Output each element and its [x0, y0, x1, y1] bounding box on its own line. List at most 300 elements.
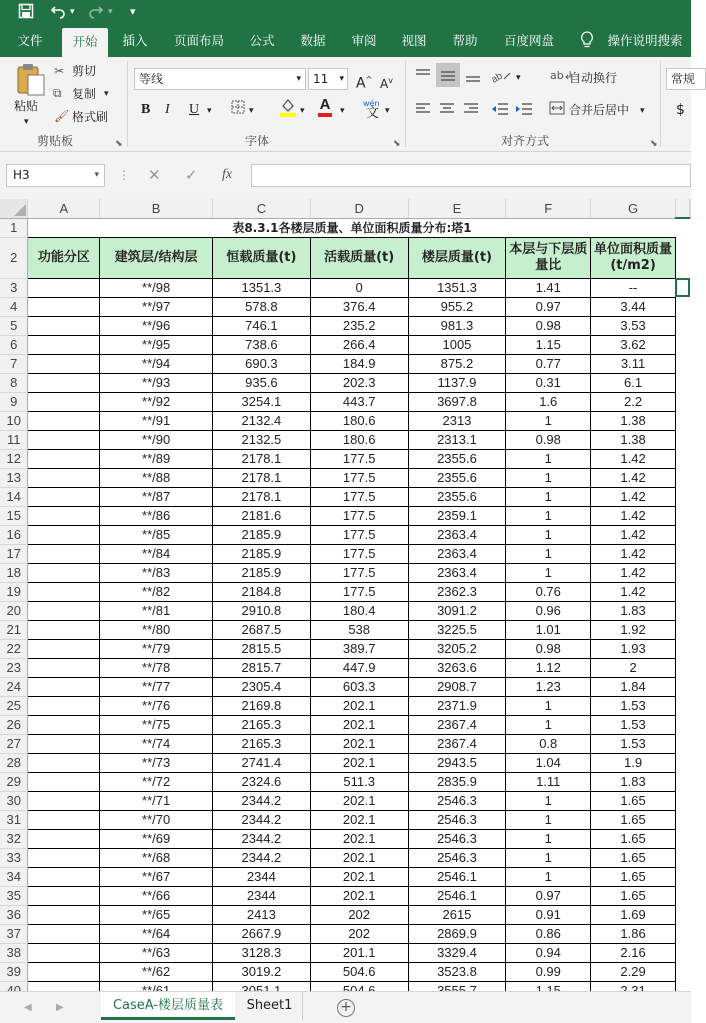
row-header[interactable]: 24	[0, 677, 28, 696]
row-header[interactable]: 22	[0, 639, 28, 658]
table-cell[interactable]: 738.6	[212, 335, 310, 354]
table-cell[interactable]: 2359.1	[408, 506, 506, 525]
empty-cell[interactable]	[675, 772, 689, 791]
row-header[interactable]: 32	[0, 829, 28, 848]
redo-dropdown-icon[interactable]: ▾	[108, 7, 113, 17]
column-header-cell[interactable]: 功能分区	[28, 237, 100, 278]
underline-dropdown-icon[interactable]: ▾	[207, 106, 212, 116]
wrap-text-button[interactable]: 自动换行	[569, 71, 618, 85]
fill-color-dropdown-icon[interactable]: ▾	[300, 106, 305, 116]
table-cell[interactable]: 3.62	[591, 335, 676, 354]
table-cell[interactable]: 3225.5	[408, 620, 506, 639]
tab-review[interactable]: 审阅	[351, 33, 377, 48]
row-header[interactable]: 39	[0, 962, 28, 981]
tab-home[interactable]: 开始	[62, 28, 108, 57]
table-cell[interactable]: 2184.8	[212, 582, 310, 601]
table-cell[interactable]: 1	[506, 487, 591, 506]
table-cell[interactable]: **/70	[100, 810, 213, 829]
empty-cell[interactable]	[675, 237, 689, 278]
table-cell[interactable]	[28, 810, 100, 829]
empty-cell[interactable]	[675, 563, 689, 582]
table-cell[interactable]: 2185.9	[212, 563, 310, 582]
copy-dropdown-icon[interactable]: ▾	[104, 89, 109, 99]
table-cell[interactable]: 1.01	[506, 620, 591, 639]
table-cell[interactable]: 1.42	[591, 525, 676, 544]
table-cell[interactable]: 2667.9	[212, 924, 310, 943]
column-header-a[interactable]: A	[28, 199, 100, 218]
table-cell[interactable]: 3.11	[591, 354, 676, 373]
table-cell[interactable]	[28, 487, 100, 506]
table-cell[interactable]: 2355.6	[408, 449, 506, 468]
table-cell[interactable]: 202.1	[310, 715, 408, 734]
table-cell[interactable]: 511.3	[310, 772, 408, 791]
table-cell[interactable]: 504.6	[310, 962, 408, 981]
redo-icon[interactable]	[88, 3, 104, 24]
add-sheet-button[interactable]: +	[334, 992, 358, 1020]
orientation-dropdown-icon[interactable]: ▾	[516, 73, 521, 83]
table-cell[interactable]: **/81	[100, 601, 213, 620]
empty-cell[interactable]	[675, 582, 689, 601]
table-cell[interactable]: 2313.1	[408, 430, 506, 449]
table-cell[interactable]: 3128.3	[212, 943, 310, 962]
empty-cell[interactable]	[675, 810, 689, 829]
undo-dropdown-icon[interactable]: ▾	[70, 7, 75, 17]
table-cell[interactable]: 177.5	[310, 449, 408, 468]
formula-input[interactable]	[251, 164, 691, 187]
decrease-indent-icon[interactable]	[490, 101, 510, 120]
column-header-d[interactable]: D	[310, 199, 408, 218]
table-cell[interactable]: 2367.4	[408, 734, 506, 753]
table-cell[interactable]: **/79	[100, 639, 213, 658]
cut-button[interactable]: 剪切	[72, 64, 97, 78]
table-cell[interactable]: 1.69	[591, 905, 676, 924]
table-cell[interactable]: 1.53	[591, 696, 676, 715]
table-cell[interactable]	[28, 943, 100, 962]
table-cell[interactable]: 1.42	[591, 563, 676, 582]
row-header[interactable]: 2	[0, 237, 28, 278]
empty-cell[interactable]	[675, 335, 689, 354]
column-header-f[interactable]: F	[506, 199, 591, 218]
table-cell[interactable]: **/68	[100, 848, 213, 867]
table-cell[interactable]	[28, 411, 100, 430]
table-cell[interactable]: 2943.5	[408, 753, 506, 772]
table-cell[interactable]: 1.65	[591, 810, 676, 829]
table-cell[interactable]: 935.6	[212, 373, 310, 392]
table-cell[interactable]: **/93	[100, 373, 213, 392]
table-cell[interactable]: 2741.4	[212, 753, 310, 772]
column-header-c[interactable]: C	[212, 199, 310, 218]
table-cell[interactable]: 1	[506, 867, 591, 886]
select-all-corner[interactable]	[0, 199, 28, 218]
table-cell[interactable]	[28, 658, 100, 677]
table-cell[interactable]: 1.83	[591, 772, 676, 791]
table-cell[interactable]	[28, 525, 100, 544]
table-cell[interactable]: 1	[506, 829, 591, 848]
enter-icon[interactable]: ✓	[185, 166, 198, 184]
column-header-cell[interactable]: 建筑层/结构层	[100, 237, 213, 278]
grow-font-button[interactable]: A^	[356, 75, 373, 92]
bold-button[interactable]: B	[141, 102, 151, 117]
table-cell[interactable]	[28, 316, 100, 335]
row-header[interactable]: 9	[0, 392, 28, 411]
table-cell[interactable]	[28, 335, 100, 354]
fill-color-icon[interactable]	[279, 97, 297, 122]
table-cell[interactable]: **/74	[100, 734, 213, 753]
table-cell[interactable]: 1.65	[591, 829, 676, 848]
table-cell[interactable]: 1.65	[591, 867, 676, 886]
table-cell[interactable]: 1.65	[591, 886, 676, 905]
table-cell[interactable]: **/86	[100, 506, 213, 525]
table-cell[interactable]: 177.5	[310, 563, 408, 582]
table-cell[interactable]: 1.42	[591, 582, 676, 601]
table-cell[interactable]: **/92	[100, 392, 213, 411]
column-header-b[interactable]: B	[100, 199, 213, 218]
column-header-h[interactable]	[675, 199, 689, 218]
table-cell[interactable]: **/97	[100, 297, 213, 316]
table-cell[interactable]: **/72	[100, 772, 213, 791]
table-cell[interactable]: 2362.3	[408, 582, 506, 601]
table-cell[interactable]	[28, 278, 100, 297]
table-cell[interactable]: 2413	[212, 905, 310, 924]
empty-cell[interactable]	[675, 297, 689, 316]
empty-cell[interactable]	[675, 867, 689, 886]
table-cell[interactable]: 3263.6	[408, 658, 506, 677]
table-cell[interactable]: 389.7	[310, 639, 408, 658]
table-cell[interactable]	[28, 772, 100, 791]
table-cell[interactable]: 177.5	[310, 468, 408, 487]
table-cell[interactable]: 2344	[212, 886, 310, 905]
table-cell[interactable]: 2363.4	[408, 544, 506, 563]
table-cell[interactable]: **/85	[100, 525, 213, 544]
table-cell[interactable]: 202.1	[310, 886, 408, 905]
table-cell[interactable]: 3.53	[591, 316, 676, 335]
row-header[interactable]: 38	[0, 943, 28, 962]
table-cell[interactable]	[28, 563, 100, 582]
undo-icon[interactable]	[50, 3, 66, 24]
tell-me-search[interactable]: 操作说明搜索	[607, 33, 683, 48]
row-header[interactable]: 16	[0, 525, 28, 544]
table-cell[interactable]: **/89	[100, 449, 213, 468]
table-cell[interactable]: 0.91	[506, 905, 591, 924]
shrink-font-button[interactable]: $A^v$	[380, 76, 393, 91]
table-cell[interactable]: 2367.4	[408, 715, 506, 734]
table-cell[interactable]: 1.41	[506, 278, 591, 297]
table-cell[interactable]: 2546.3	[408, 848, 506, 867]
table-cell[interactable]: 2344.2	[212, 848, 310, 867]
table-cell[interactable]: 1.53	[591, 715, 676, 734]
table-cell[interactable]: 2546.3	[408, 829, 506, 848]
row-header[interactable]: 30	[0, 791, 28, 810]
empty-cell[interactable]	[675, 753, 689, 772]
table-cell[interactable]: 177.5	[310, 525, 408, 544]
borders-dropdown-icon[interactable]: ▾	[249, 106, 254, 116]
table-cell[interactable]: 2181.6	[212, 506, 310, 525]
empty-cell[interactable]	[675, 791, 689, 810]
table-cell[interactable]: 2546.1	[408, 886, 506, 905]
table-cell[interactable]: 2815.5	[212, 639, 310, 658]
table-cell[interactable]: **/88	[100, 468, 213, 487]
empty-cell[interactable]	[675, 848, 689, 867]
table-cell[interactable]: **/66	[100, 886, 213, 905]
table-cell[interactable]: 2815.7	[212, 658, 310, 677]
cancel-icon[interactable]: ✕	[148, 166, 161, 184]
tab-insert[interactable]: 插入	[122, 33, 148, 48]
table-cell[interactable]: **/62	[100, 962, 213, 981]
table-cell[interactable]: 1	[506, 563, 591, 582]
table-cell[interactable]: 202.1	[310, 734, 408, 753]
table-cell[interactable]: 1.42	[591, 506, 676, 525]
row-header[interactable]: 8	[0, 373, 28, 392]
format-painter-button[interactable]: 格式刷	[72, 110, 109, 124]
table-cell[interactable]	[28, 297, 100, 316]
italic-button[interactable]: I	[165, 102, 170, 117]
paste-dropdown-icon[interactable]: ▾	[24, 117, 29, 127]
tab-baidu-netdisk[interactable]: 百度网盘	[503, 33, 554, 48]
table-cell[interactable]: 1.65	[591, 848, 676, 867]
empty-cell[interactable]	[675, 316, 689, 335]
table-cell[interactable]	[28, 354, 100, 373]
merge-center-button[interactable]: 合并后居中	[569, 103, 630, 117]
table-cell[interactable]: 1.84	[591, 677, 676, 696]
font-launcher-icon[interactable]: ⬊	[393, 139, 401, 149]
row-header[interactable]: 20	[0, 601, 28, 620]
font-color-icon[interactable]: A	[318, 97, 332, 117]
table-cell[interactable]	[28, 582, 100, 601]
table-cell[interactable]: 2615	[408, 905, 506, 924]
table-cell[interactable]	[28, 677, 100, 696]
empty-cell[interactable]	[675, 392, 689, 411]
phonetic-guide-button[interactable]: wén	[363, 99, 380, 108]
table-cell[interactable]: 180.4	[310, 601, 408, 620]
table-cell[interactable]: **/78	[100, 658, 213, 677]
table-cell[interactable]	[28, 962, 100, 981]
table-cell[interactable]: **/76	[100, 696, 213, 715]
align-top-icon[interactable]	[414, 67, 432, 86]
table-cell[interactable]: 0.99	[506, 962, 591, 981]
table-cell[interactable]	[28, 601, 100, 620]
table-cell[interactable]: 1.12	[506, 658, 591, 677]
column-header-cell[interactable]: 单位面积质量(t/m2)	[591, 237, 676, 278]
table-cell[interactable]: **/83	[100, 563, 213, 582]
table-cell[interactable]	[28, 715, 100, 734]
table-cell[interactable]: 2355.6	[408, 487, 506, 506]
table-cell[interactable]: 538	[310, 620, 408, 639]
row-header[interactable]: 23	[0, 658, 28, 677]
row-header[interactable]: 33	[0, 848, 28, 867]
table-cell[interactable]: 0.86	[506, 924, 591, 943]
table-cell[interactable]: 0.96	[506, 601, 591, 620]
table-cell[interactable]: 202.1	[310, 867, 408, 886]
table-cell[interactable]: **/69	[100, 829, 213, 848]
table-cell[interactable]: 0.31	[506, 373, 591, 392]
empty-cell[interactable]	[675, 962, 689, 981]
table-cell[interactable]	[28, 468, 100, 487]
table-cell[interactable]	[28, 924, 100, 943]
table-cell[interactable]: 2132.5	[212, 430, 310, 449]
table-cell[interactable]: 0.98	[506, 316, 591, 335]
column-header-cell[interactable]: 恒载质量(t)	[212, 237, 310, 278]
row-header[interactable]: 26	[0, 715, 28, 734]
table-cell[interactable]: 690.3	[212, 354, 310, 373]
table-cell[interactable]: 1.23	[506, 677, 591, 696]
empty-cell[interactable]	[675, 373, 689, 392]
table-cell[interactable]: **/73	[100, 753, 213, 772]
row-header[interactable]: 31	[0, 810, 28, 829]
table-cell[interactable]: 1351.3	[212, 278, 310, 297]
table-cell[interactable]: 1.83	[591, 601, 676, 620]
table-cell[interactable]: 1.9	[591, 753, 676, 772]
row-header[interactable]: 11	[0, 430, 28, 449]
table-cell[interactable]: 2165.3	[212, 715, 310, 734]
table-cell[interactable]: 0.98	[506, 639, 591, 658]
row-header[interactable]: 6	[0, 335, 28, 354]
table-cell[interactable]: 1	[506, 791, 591, 810]
table-cell[interactable]: 2344	[212, 867, 310, 886]
table-cell[interactable]: 0.8	[506, 734, 591, 753]
table-cell[interactable]: **/96	[100, 316, 213, 335]
row-header[interactable]: 15	[0, 506, 28, 525]
empty-cell[interactable]	[675, 601, 689, 620]
table-cell[interactable]	[28, 639, 100, 658]
table-cell[interactable]: 202.1	[310, 791, 408, 810]
table-cell[interactable]	[28, 544, 100, 563]
table-cell[interactable]: **/94	[100, 354, 213, 373]
table-cell[interactable]: 2363.4	[408, 563, 506, 582]
table-cell[interactable]: 875.2	[408, 354, 506, 373]
row-header[interactable]: 14	[0, 487, 28, 506]
column-header-g[interactable]: G	[591, 199, 676, 218]
table-cell[interactable]: 443.7	[310, 392, 408, 411]
table-cell[interactable]: **/91	[100, 411, 213, 430]
table-cell[interactable]: 2344.2	[212, 791, 310, 810]
row-header[interactable]: 12	[0, 449, 28, 468]
table-cell[interactable]: 0.76	[506, 582, 591, 601]
table-cell[interactable]: 1	[506, 468, 591, 487]
scroll-tabs-right-icon[interactable]: ▶	[56, 1002, 64, 1013]
table-cell[interactable]: **/64	[100, 924, 213, 943]
table-cell[interactable]: **/95	[100, 335, 213, 354]
empty-cell[interactable]	[675, 411, 689, 430]
table-cell[interactable]: 1	[506, 848, 591, 867]
table-cell[interactable]: 202	[310, 905, 408, 924]
table-cell[interactable]	[28, 905, 100, 924]
table-cell[interactable]: 2178.1	[212, 468, 310, 487]
row-header[interactable]: 25	[0, 696, 28, 715]
table-cell[interactable]: 2546.1	[408, 867, 506, 886]
table-cell[interactable]	[28, 696, 100, 715]
empty-cell[interactable]	[675, 544, 689, 563]
align-middle-icon[interactable]	[436, 63, 460, 87]
tab-data[interactable]: 数据	[300, 33, 326, 48]
table-cell[interactable]: 2305.4	[212, 677, 310, 696]
table-cell[interactable]: 2344.2	[212, 829, 310, 848]
table-cell[interactable]: 180.6	[310, 411, 408, 430]
table-cell[interactable]: 0.94	[506, 943, 591, 962]
empty-cell[interactable]	[675, 943, 689, 962]
table-cell[interactable]: 1.92	[591, 620, 676, 639]
table-cell[interactable]: 0	[310, 278, 408, 297]
empty-cell[interactable]	[675, 696, 689, 715]
table-cell[interactable]: 3697.8	[408, 392, 506, 411]
column-header-cell[interactable]: 活载质量(t)	[310, 237, 408, 278]
row-header[interactable]: 4	[0, 297, 28, 316]
empty-cell[interactable]	[675, 487, 689, 506]
table-cell[interactable]	[28, 449, 100, 468]
table-cell[interactable]: 177.5	[310, 582, 408, 601]
table-cell[interactable]: **/77	[100, 677, 213, 696]
table-cell[interactable]: 2324.6	[212, 772, 310, 791]
table-cell[interactable]: 603.3	[310, 677, 408, 696]
table-cell[interactable]: 180.6	[310, 430, 408, 449]
name-box[interactable]: H3 ▾	[6, 164, 105, 187]
table-cell[interactable]: 1	[506, 506, 591, 525]
table-cell[interactable]: 2185.9	[212, 544, 310, 563]
empty-cell[interactable]	[675, 677, 689, 696]
table-cell[interactable]: 1	[506, 411, 591, 430]
table-cell[interactable]: 0.97	[506, 297, 591, 316]
table-cell[interactable]: 1.11	[506, 772, 591, 791]
table-cell[interactable]: **/65	[100, 905, 213, 924]
underline-button[interactable]: U	[189, 102, 200, 117]
empty-cell[interactable]	[675, 354, 689, 373]
row-header[interactable]: 27	[0, 734, 28, 753]
table-cell[interactable]: 1.04	[506, 753, 591, 772]
table-cell[interactable]: 1.15	[506, 335, 591, 354]
currency-button[interactable]: $	[676, 102, 685, 118]
table-cell[interactable]: 266.4	[310, 335, 408, 354]
table-cell[interactable]: 2869.9	[408, 924, 506, 943]
table-cell[interactable]: 3019.2	[212, 962, 310, 981]
empty-cell[interactable]	[675, 715, 689, 734]
table-cell[interactable]: 376.4	[310, 297, 408, 316]
table-cell[interactable]: **/98	[100, 278, 213, 297]
table-cell[interactable]: 2165.3	[212, 734, 310, 753]
empty-cell[interactable]	[675, 734, 689, 753]
column-header-cell[interactable]: 楼层质量(t)	[408, 237, 506, 278]
table-cell[interactable]: 1	[506, 544, 591, 563]
table-cell[interactable]: 1.65	[591, 791, 676, 810]
align-center-icon[interactable]	[438, 101, 456, 120]
table-cell[interactable]: 3254.1	[212, 392, 310, 411]
paste-button[interactable]: 粘贴	[14, 99, 39, 113]
row-header[interactable]: 5	[0, 316, 28, 335]
table-cell[interactable]: **/63	[100, 943, 213, 962]
table-cell[interactable]: 202.1	[310, 696, 408, 715]
table-cell[interactable]: 981.3	[408, 316, 506, 335]
empty-cell[interactable]	[675, 506, 689, 525]
customize-qat-icon[interactable]: ▾	[130, 5, 136, 18]
empty-cell[interactable]	[675, 620, 689, 639]
table-cell[interactable]: 202.1	[310, 848, 408, 867]
orientation-icon[interactable]	[490, 67, 512, 86]
table-cell[interactable]	[28, 867, 100, 886]
table-cell[interactable]: 1.53	[591, 734, 676, 753]
table-cell[interactable]: 578.8	[212, 297, 310, 316]
table-cell[interactable]: 3091.2	[408, 601, 506, 620]
table-cell[interactable]	[28, 791, 100, 810]
empty-cell[interactable]	[675, 639, 689, 658]
table-cell[interactable]: 202.1	[310, 829, 408, 848]
row-header[interactable]: 19	[0, 582, 28, 601]
table-cell[interactable]: 1.38	[591, 430, 676, 449]
merge-dropdown-icon[interactable]: ▾	[640, 106, 645, 116]
table-cell[interactable]: 2687.5	[212, 620, 310, 639]
table-cell[interactable]: 0.97	[506, 886, 591, 905]
table-cell[interactable]: 202.1	[310, 753, 408, 772]
table-cell[interactable]: 0.98	[506, 430, 591, 449]
table-cell[interactable]: 184.9	[310, 354, 408, 373]
phonetic-dropdown-icon[interactable]: ▾	[385, 106, 390, 116]
